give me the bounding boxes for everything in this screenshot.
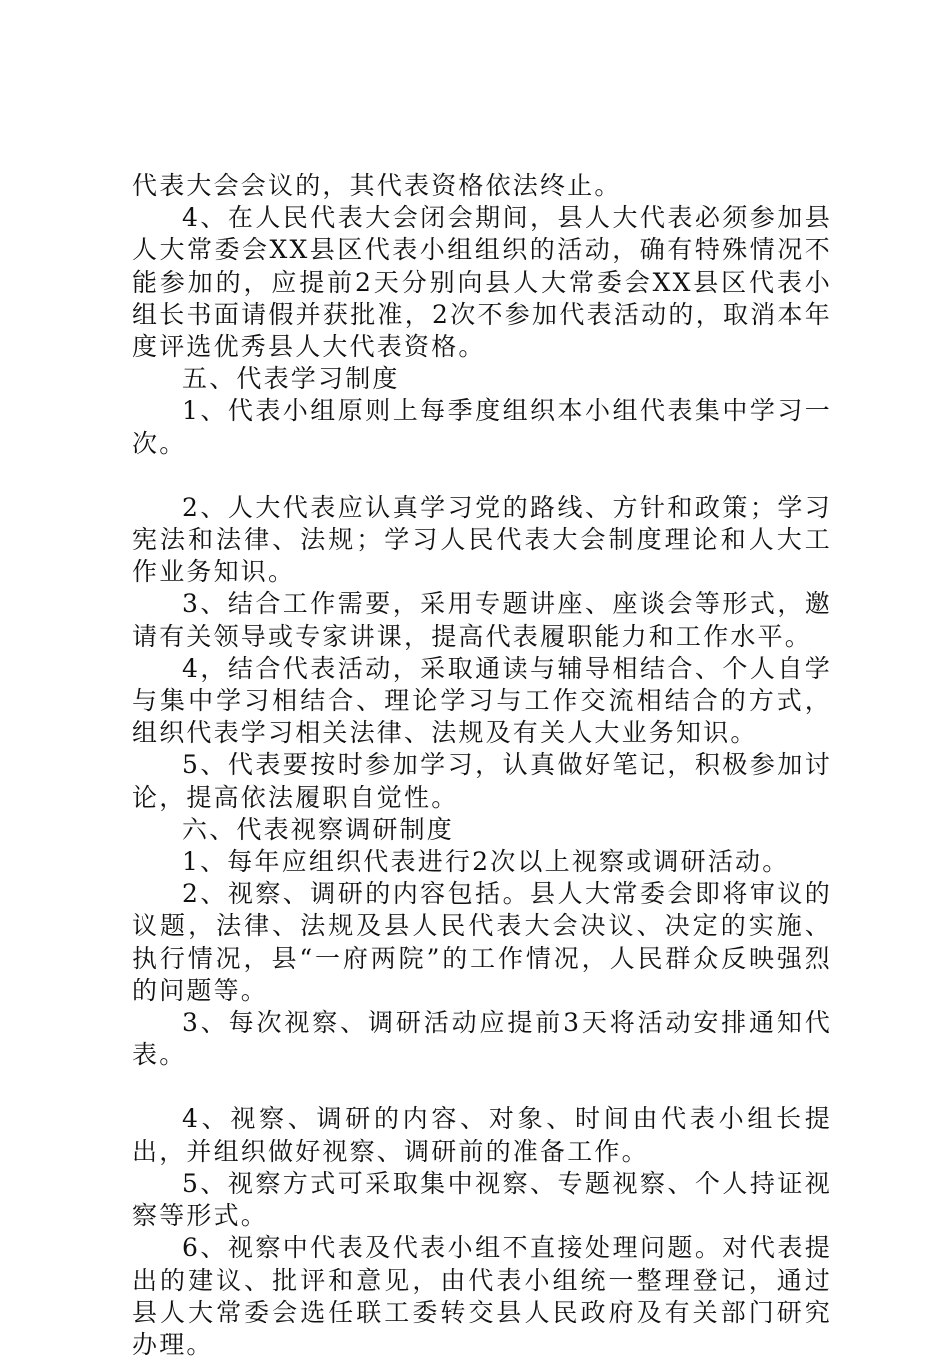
paragraph-study-3: 3、结合工作需要，采用专题讲座、座谈会等形式，邀请有关领导或专家讲课，提高代表履职能力和工作水平。: [132, 589, 832, 651]
paragraph-study-2: 2、人大代表应认真学习党的路线、方针和政策；学习宪法和法律、法规；学习人民代表大会制度理论和人大工作业务知识。: [132, 492, 832, 587]
document-body: [132, 170, 832, 1361]
paragraph-inspection-1: 1、每年应组织代表进行2次以上视察或调研活动。: [182, 847, 790, 877]
paragraph-inspection-3: 3、每次视察、调研活动应提前3天将活动安排通知代表。: [132, 1008, 832, 1070]
section-heading-inspection-system: 六、代表视察调研制度: [182, 814, 455, 844]
section-heading-study-system: 五、代表学习制度: [182, 364, 400, 394]
paragraph-item-4-attendance: 4、在人民代表大会闭会期间，县人大代表必须参加县人大常委会XX县区代表小组组织的活动，确有特殊情况不能参加的，应提前2天分别向县人大常委会XX县区代表小组长书面请假并获批准，2次不参加代表活动的，取消本年度评选优秀县人大代表资格。: [132, 203, 832, 362]
paragraph-inspection-6: 6、视察中代表及代表小组不直接处理问题。对代表提出的建议、批评和意见，由代表小组统一整理登记，通过县人大常委会选任联工委转交县人民政府及有关部门研究办理。: [132, 1233, 832, 1359]
paragraph-inspection-2: 2、视察、调研的内容包括。县人大常委会即将审议的议题，法律、法规及县人民代表大会决议、决定的实施、执行情况，县“一府两院”的工作情况，人民群众反映强烈的问题等。: [132, 879, 832, 1005]
paragraph-inspection-5: 5、视察方式可采取集中视察、专题视察、个人持证视察等形式。: [132, 1168, 832, 1231]
paragraph-inspection-4: 4、视察、调研的内容、对象、时间由代表小组长提出，并组织做好视察、调研前的准备工作。: [132, 1104, 832, 1166]
paragraph-study-5: 5、代表要按时参加学习，认真做好笔记，积极参加讨论，提高依法履职自觉性。: [132, 750, 832, 812]
paragraph-continuation: 代表大会会议的，其代表资格依法终止。: [132, 171, 622, 200]
paragraph-study-1: 1、代表小组原则上每季度组织本小组代表集中学习一次。: [132, 396, 832, 458]
paragraph-study-4: 4，结合代表活动，采取通读与辅导相结合、个人自学与集中学习相结合、理论学习与工作交流相结合的方式，组织代表学习相关法律、法规及有关人大业务知识。: [132, 653, 832, 748]
